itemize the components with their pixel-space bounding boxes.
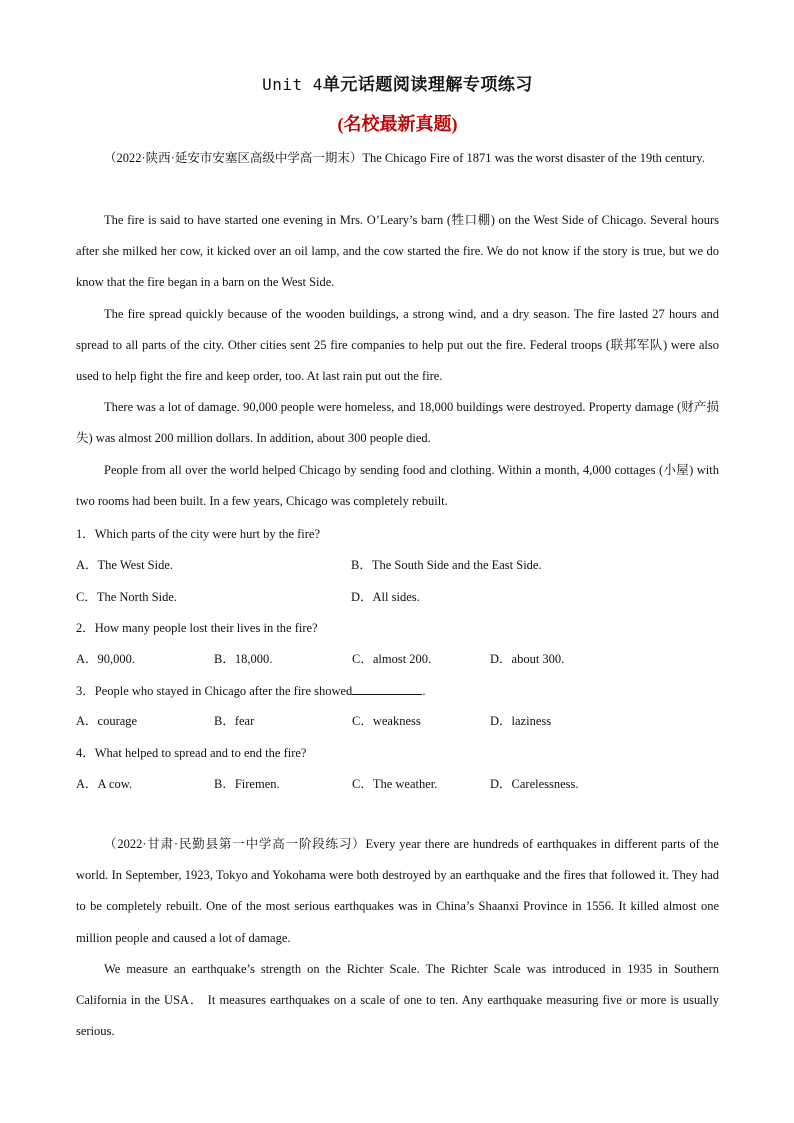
answer-blank[interactable] [352, 680, 422, 695]
passage1-paragraph-2: The fire is said to have started one evening in Mrs. O’Leary’s barn (牲口棚) on the West Side of Chicago. Several hours after she milked her cow, it kicked over an oil lamp, and the cow started the fire. We do not know if the story is true, but we do know that the fire began in a barn on the West Side. [76, 213, 719, 290]
question-2-option-b[interactable]: B．18,000. [214, 652, 273, 666]
passage2-paragraph-1: （2022·甘肃·民勤县第一中学高一阶段练习）Every year there are hundreds of earthquakes in different parts of the world. In September, 1923, Tokyo and Yokohama were both destroyed by an earthquake and the fires that followed it. They had to be completely rebuilt. One of the most serious earthquakes was in China’s Shaanxi Province in 1556. It killed almost one million people and caused a lot of damage. [76, 837, 719, 945]
question-2-option-a[interactable]: A．90,000. [76, 652, 136, 666]
question-1: 1．Which parts of the city were hurt by the fire? [76, 527, 321, 541]
question-1-option-b[interactable]: B．The South Side and the East Side. [351, 558, 542, 572]
question-3-stem-end: . [422, 684, 426, 698]
question-2-option-c[interactable]: C．almost 200. [352, 652, 432, 666]
question-3 [76, 680, 425, 701]
question-4: 4．What helped to spread and to end the fire? [76, 746, 307, 760]
question-2-option-d[interactable]: D．about 300. [490, 652, 565, 666]
question-1-option-c[interactable]: C．The North Side. [76, 590, 178, 604]
page-title [76, 70, 719, 95]
passage1-paragraph-1: （2022·陕西·延安市安塞区高级中学高一期末）The Chicago Fire of 1871 was the worst disaster of the 19th century. [104, 151, 705, 165]
title-unit: Unit 4 [262, 75, 323, 94]
passage2-paragraph-2: We measure an earthquake’s strength on the Richter Scale. The Richter Scale was introduced in 1935 in Southern California in the USA． It measures earthquakes on a scale of one to ten. Any earthquake measuring five or more is usually serious. [76, 962, 719, 1039]
question-4-option-c[interactable]: C．The weather. [352, 777, 438, 791]
question-1-option-d[interactable]: D．All sides. [351, 590, 420, 604]
question-3-option-b[interactable]: B．fear [214, 714, 255, 728]
question-2: 2．How many people lost their lives in the fire? [76, 621, 318, 635]
passage1-paragraph-5: People from all over the world helped Chicago by sending food and clothing. Within a month, 4,000 cottages (小屋) with two rooms had been built. In a few years, Chicago was completely rebuilt. [76, 463, 719, 509]
question-3-option-d[interactable]: D．laziness [490, 714, 552, 728]
passage1-paragraph-3: The fire spread quickly because of the wooden buildings, a strong wind, and a dry season. The fire lasted 27 hours and spread to all parts of the city. Other cities sent 25 fire companies to help put out the fire. Federal troops (联邦军队) were also used to help fight the fire and keep order, too. At last rain put out the fire. [76, 307, 719, 384]
question-4-option-b[interactable]: B．Firemen. [214, 777, 280, 791]
page-subtitle: (名校最新真题) [337, 114, 458, 134]
question-4-option-a[interactable]: A．A cow. [76, 777, 133, 791]
question-3-option-c[interactable]: C．weakness [352, 714, 421, 728]
question-3-option-a[interactable]: A．courage [76, 714, 138, 728]
question-1-option-a[interactable]: A．The West Side. [76, 558, 174, 572]
question-3-stem: 3．People who stayed in Chicago after the fire showed [76, 684, 353, 698]
passage1-paragraph-4: There was a lot of damage. 90,000 people were homeless, and 18,000 buildings were destroyed. Property damage (财产损失) was almost 200 million dollars. In addition, about 300 people died. [76, 400, 719, 446]
question-4-option-d[interactable]: D．Carelessness. [490, 777, 579, 791]
title-topic: 单元话题阅读理解专项练习 [322, 75, 533, 94]
